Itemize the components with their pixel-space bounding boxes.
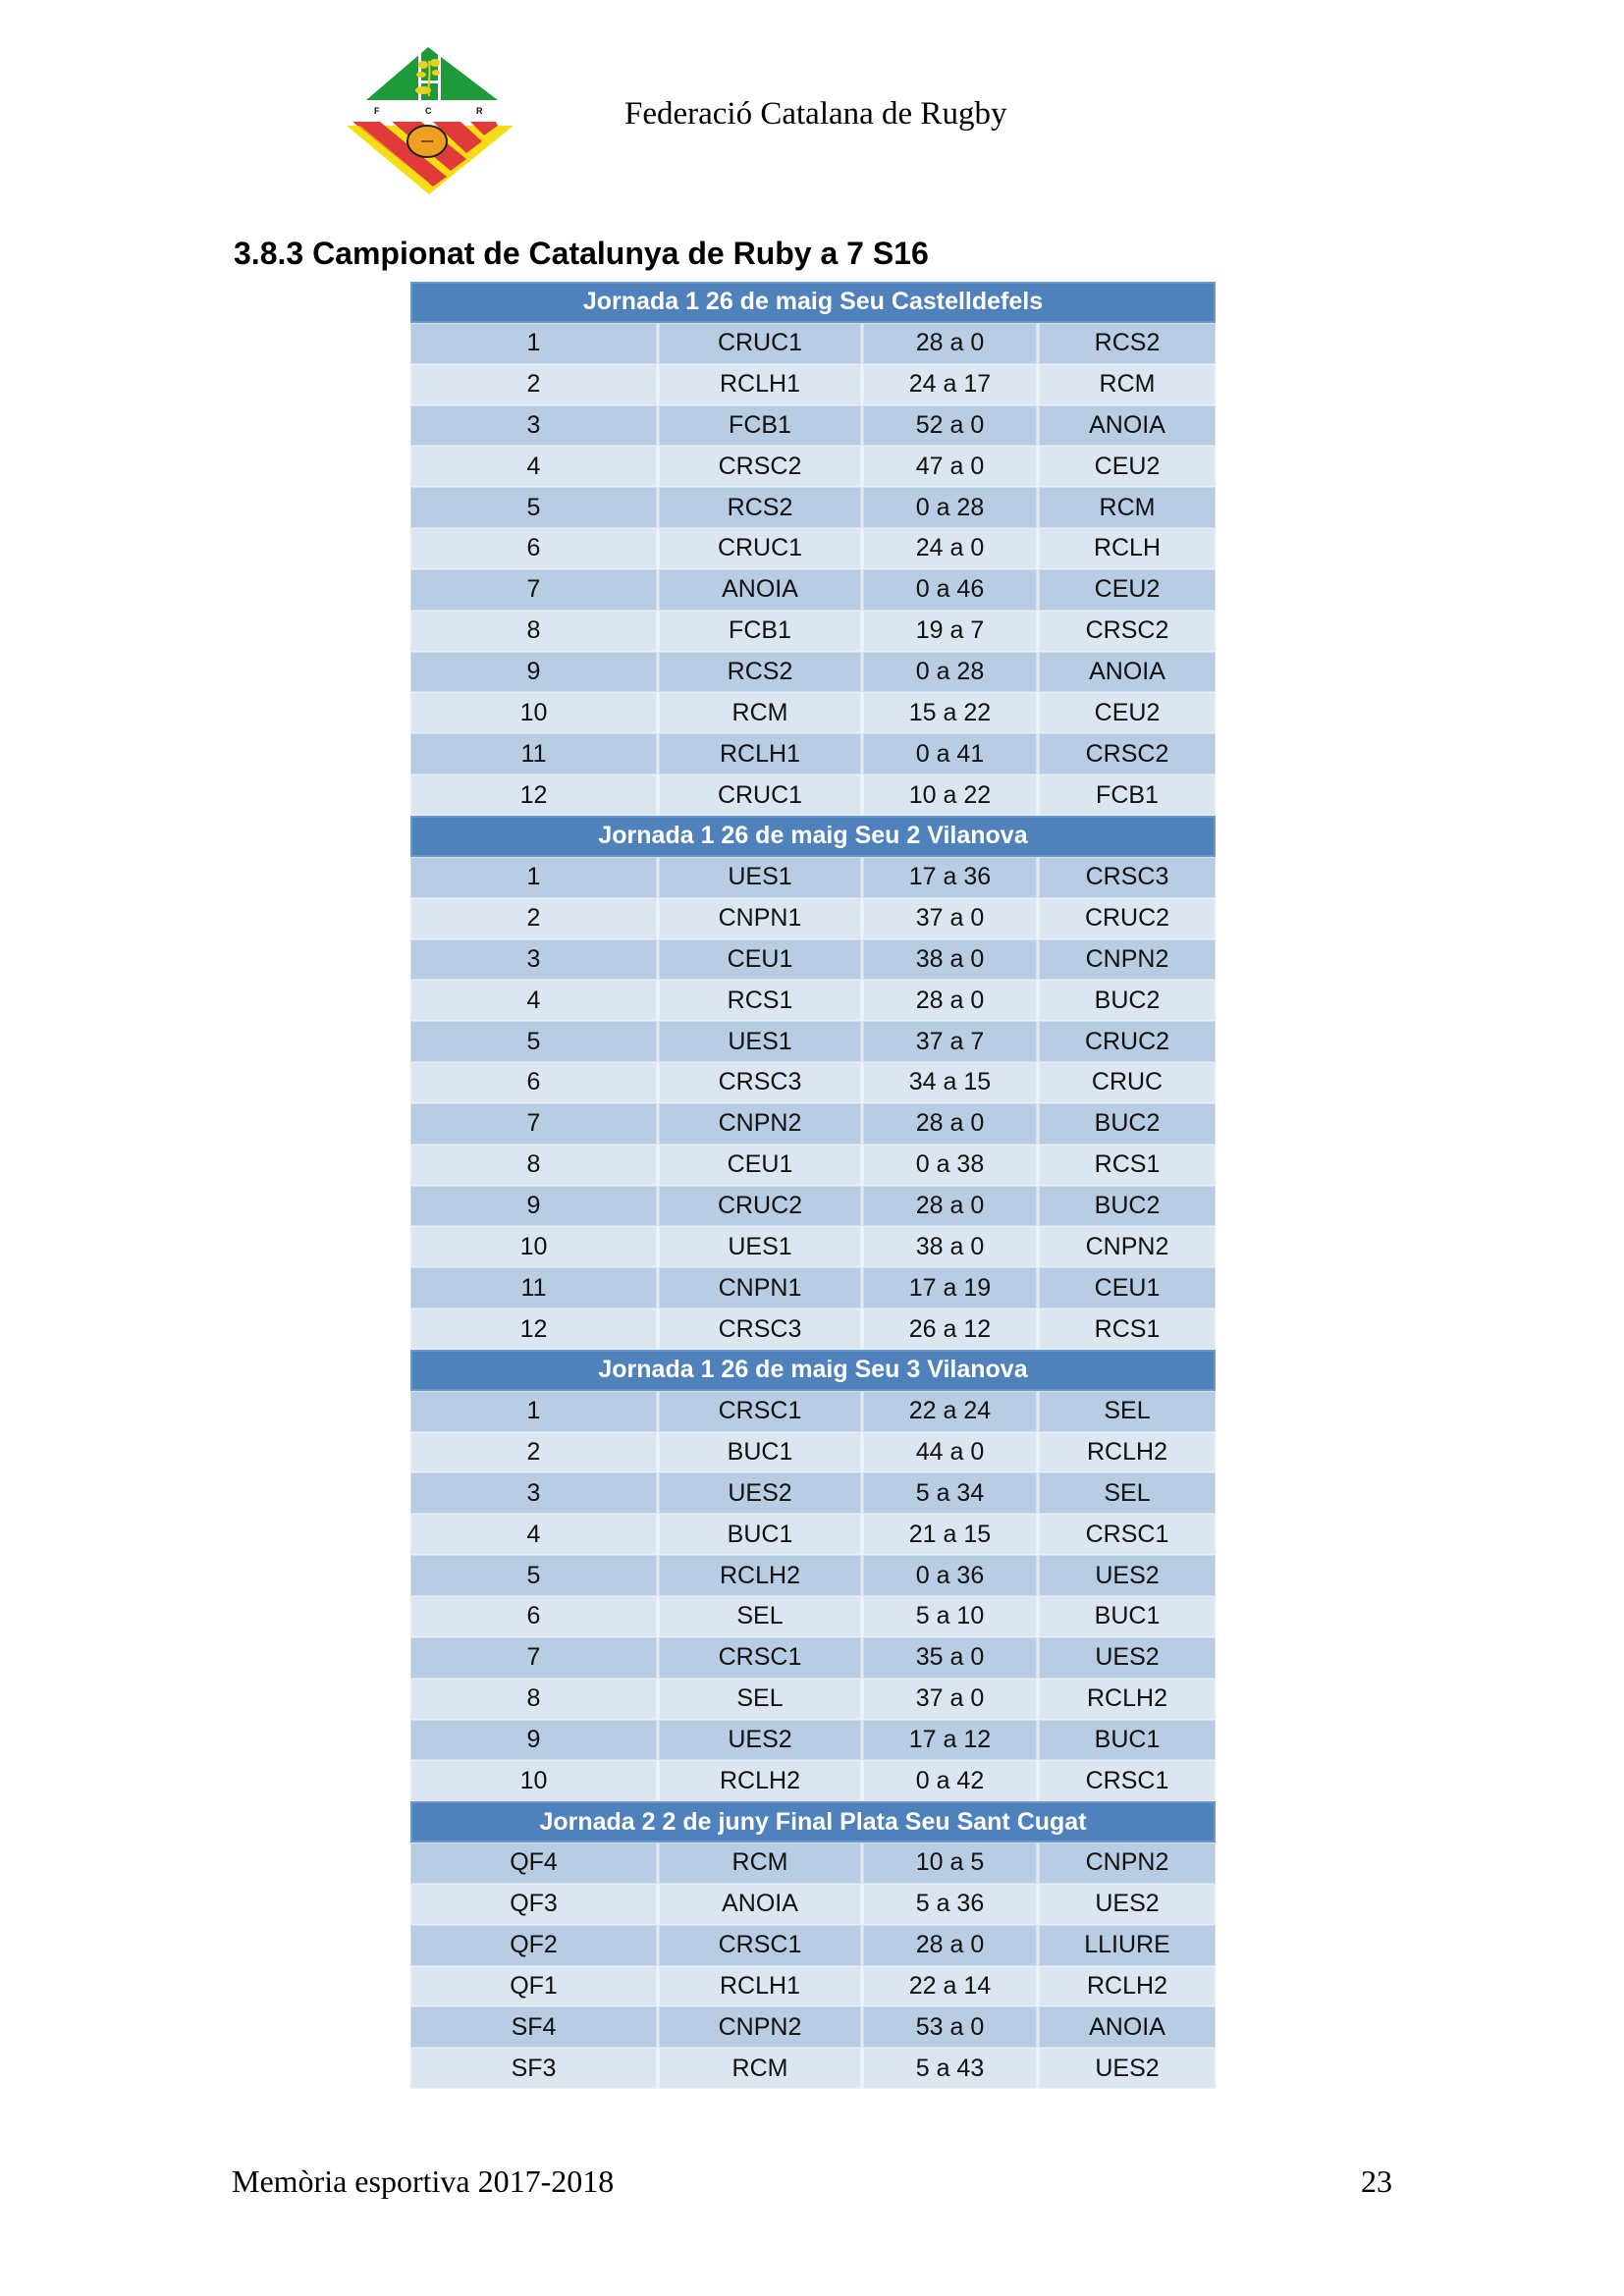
match-number: QF1 bbox=[410, 1966, 658, 2007]
match-score: 10 a 5 bbox=[862, 1842, 1038, 1884]
match-row bbox=[410, 1021, 1216, 1062]
match-score: 34 a 15 bbox=[862, 1062, 1038, 1103]
match-number: 6 bbox=[410, 528, 658, 569]
organization-name: Federació Catalana de Rugby bbox=[624, 96, 1007, 132]
match-row bbox=[410, 898, 1216, 939]
away-team: ANOIA bbox=[1038, 2006, 1216, 2048]
match-row bbox=[410, 1760, 1216, 1801]
home-team: SEL bbox=[658, 1596, 862, 1637]
match-score: 24 a 0 bbox=[862, 528, 1038, 569]
match-row bbox=[410, 1391, 1216, 1432]
home-team: RCLH2 bbox=[658, 1760, 862, 1801]
match-number: 2 bbox=[410, 898, 658, 939]
match-number: 11 bbox=[410, 1267, 658, 1308]
match-number: QF2 bbox=[410, 1925, 658, 1966]
match-score: 28 a 0 bbox=[862, 1925, 1038, 1966]
match-row bbox=[410, 1432, 1216, 1473]
match-number: 8 bbox=[410, 1145, 658, 1186]
match-row bbox=[410, 405, 1216, 447]
match-row bbox=[410, 528, 1216, 569]
away-team: RCLH2 bbox=[1038, 1432, 1216, 1473]
match-number: 11 bbox=[410, 733, 658, 774]
footer-page-number: 23 bbox=[1361, 2163, 1392, 2199]
home-team: CNPN1 bbox=[658, 898, 862, 939]
fcr-logo-icon bbox=[339, 39, 525, 201]
away-team: CRSC1 bbox=[1038, 1514, 1216, 1555]
match-score: 17 a 12 bbox=[862, 1720, 1038, 1761]
match-number: 2 bbox=[410, 1432, 658, 1473]
match-number: QF4 bbox=[410, 1842, 658, 1884]
home-team: UES1 bbox=[658, 857, 862, 898]
away-team: RCLH2 bbox=[1038, 1966, 1216, 2007]
match-number: SF4 bbox=[410, 2006, 658, 2048]
match-number: 1 bbox=[410, 323, 658, 364]
away-team: RCS2 bbox=[1038, 323, 1216, 364]
match-number: 12 bbox=[410, 774, 658, 816]
away-team: UES2 bbox=[1038, 2048, 1216, 2089]
home-team: BUC1 bbox=[658, 1432, 862, 1473]
match-number: 12 bbox=[410, 1308, 658, 1350]
away-team: CRSC3 bbox=[1038, 857, 1216, 898]
match-score: 28 a 0 bbox=[862, 1186, 1038, 1227]
away-team: SEL bbox=[1038, 1472, 1216, 1514]
match-number: 6 bbox=[410, 1062, 658, 1103]
match-score: 0 a 46 bbox=[862, 569, 1038, 611]
home-team: CRSC1 bbox=[658, 1391, 862, 1432]
away-team: CNPN2 bbox=[1038, 939, 1216, 981]
match-score: 44 a 0 bbox=[862, 1432, 1038, 1473]
away-team: CRSC2 bbox=[1038, 611, 1216, 652]
away-team: BUC2 bbox=[1038, 1186, 1216, 1227]
match-score: 53 a 0 bbox=[862, 2006, 1038, 2048]
home-team: CEU1 bbox=[658, 939, 862, 981]
home-team: FCB1 bbox=[658, 611, 862, 652]
match-row bbox=[410, 1062, 1216, 1103]
away-team: CNPN2 bbox=[1038, 1226, 1216, 1267]
match-number: 7 bbox=[410, 1103, 658, 1145]
away-team: CRSC1 bbox=[1038, 1760, 1216, 1801]
away-team: CEU2 bbox=[1038, 569, 1216, 611]
match-row bbox=[410, 1966, 1216, 2007]
match-score: 17 a 19 bbox=[862, 1267, 1038, 1308]
away-team: RCM bbox=[1038, 364, 1216, 405]
away-team: CRUC2 bbox=[1038, 1021, 1216, 1062]
match-number: 2 bbox=[410, 364, 658, 405]
match-row bbox=[410, 774, 1216, 816]
home-team: ANOIA bbox=[658, 569, 862, 611]
away-team: UES2 bbox=[1038, 1637, 1216, 1679]
home-team: CRSC3 bbox=[658, 1308, 862, 1350]
match-score: 37 a 0 bbox=[862, 1679, 1038, 1720]
home-team: SEL bbox=[658, 1679, 862, 1720]
match-row bbox=[410, 446, 1216, 487]
home-team: CRUC1 bbox=[658, 528, 862, 569]
home-team: UES2 bbox=[658, 1472, 862, 1514]
away-team: RCLH2 bbox=[1038, 1679, 1216, 1720]
match-number: 5 bbox=[410, 1555, 658, 1596]
home-team: RCM bbox=[658, 2048, 862, 2089]
match-row bbox=[410, 611, 1216, 652]
home-team: RCLH1 bbox=[658, 733, 862, 774]
match-number: 4 bbox=[410, 446, 658, 487]
home-team: BUC1 bbox=[658, 1514, 862, 1555]
results-table-body bbox=[410, 282, 1216, 2089]
match-row bbox=[410, 733, 1216, 774]
home-team: RCM bbox=[658, 692, 862, 733]
section-header: Jornada 1 26 de maig Seu 3 Vilanova bbox=[410, 1350, 1216, 1391]
section-header: Jornada 1 26 de maig Seu Castelldefels bbox=[410, 282, 1216, 323]
match-score: 5 a 43 bbox=[862, 2048, 1038, 2089]
match-score: 38 a 0 bbox=[862, 939, 1038, 981]
match-score: 19 a 7 bbox=[862, 611, 1038, 652]
match-row bbox=[410, 692, 1216, 733]
match-row bbox=[410, 1145, 1216, 1186]
match-number: 1 bbox=[410, 1391, 658, 1432]
match-row bbox=[410, 323, 1216, 364]
match-score: 26 a 12 bbox=[862, 1308, 1038, 1350]
match-score: 15 a 22 bbox=[862, 692, 1038, 733]
match-score: 28 a 0 bbox=[862, 980, 1038, 1021]
match-row bbox=[410, 1720, 1216, 1761]
section-title: 3.8.3 Campionat de Catalunya de Ruby a 7 S16 bbox=[234, 236, 929, 271]
away-team: BUC1 bbox=[1038, 1596, 1216, 1637]
match-row bbox=[410, 487, 1216, 528]
section-header-row bbox=[410, 816, 1216, 857]
home-team: UES2 bbox=[658, 1720, 862, 1761]
away-team: ANOIA bbox=[1038, 405, 1216, 447]
match-number: 6 bbox=[410, 1596, 658, 1637]
match-row bbox=[410, 1596, 1216, 1637]
match-score: 10 a 22 bbox=[862, 774, 1038, 816]
match-row bbox=[410, 939, 1216, 981]
home-team: UES1 bbox=[658, 1226, 862, 1267]
match-row bbox=[410, 1226, 1216, 1267]
fcr-logo bbox=[339, 39, 525, 201]
match-row bbox=[410, 1472, 1216, 1514]
match-row bbox=[410, 1925, 1216, 1966]
match-number: 8 bbox=[410, 611, 658, 652]
match-score: 28 a 0 bbox=[862, 323, 1038, 364]
away-team: BUC1 bbox=[1038, 1720, 1216, 1761]
match-score: 17 a 36 bbox=[862, 857, 1038, 898]
match-row bbox=[410, 1103, 1216, 1145]
match-row bbox=[410, 652, 1216, 693]
home-team: CRUC1 bbox=[658, 774, 862, 816]
away-team: RCS1 bbox=[1038, 1308, 1216, 1350]
match-number: 3 bbox=[410, 405, 658, 447]
match-score: 22 a 24 bbox=[862, 1391, 1038, 1432]
match-score: 0 a 41 bbox=[862, 733, 1038, 774]
home-team: CNPN2 bbox=[658, 2006, 862, 2048]
away-team: RCS1 bbox=[1038, 1145, 1216, 1186]
match-score: 37 a 0 bbox=[862, 898, 1038, 939]
match-score: 24 a 17 bbox=[862, 364, 1038, 405]
home-team: RCS2 bbox=[658, 652, 862, 693]
logo-letter-r: R bbox=[476, 106, 483, 116]
away-team: CEU1 bbox=[1038, 1267, 1216, 1308]
match-number: 1 bbox=[410, 857, 658, 898]
match-number: 3 bbox=[410, 939, 658, 981]
home-team: CRSC2 bbox=[658, 446, 862, 487]
away-team: LLIURE bbox=[1038, 1925, 1216, 1966]
home-team: CNPN2 bbox=[658, 1103, 862, 1145]
away-team: CRUC2 bbox=[1038, 898, 1216, 939]
match-row bbox=[410, 1679, 1216, 1720]
home-team: RCLH1 bbox=[658, 1966, 862, 2007]
away-team: UES2 bbox=[1038, 1884, 1216, 1925]
home-team: RCS1 bbox=[658, 980, 862, 1021]
match-number: 9 bbox=[410, 1186, 658, 1227]
away-team: CRSC2 bbox=[1038, 733, 1216, 774]
home-team: ANOIA bbox=[658, 1884, 862, 1925]
footer-document-name: Memòria esportiva 2017-2018 bbox=[232, 2163, 615, 2199]
home-team: CRSC1 bbox=[658, 1925, 862, 1966]
match-score: 28 a 0 bbox=[862, 1103, 1038, 1145]
home-team: CRSC1 bbox=[658, 1637, 862, 1679]
home-team: CRSC3 bbox=[658, 1062, 862, 1103]
match-number: 9 bbox=[410, 1720, 658, 1761]
match-row bbox=[410, 1637, 1216, 1679]
match-score: 47 a 0 bbox=[862, 446, 1038, 487]
match-row bbox=[410, 857, 1216, 898]
match-score: 0 a 36 bbox=[862, 1555, 1038, 1596]
home-team: CNPN1 bbox=[658, 1267, 862, 1308]
away-team: CNPN2 bbox=[1038, 1842, 1216, 1884]
match-score: 21 a 15 bbox=[862, 1514, 1038, 1555]
match-score: 5 a 10 bbox=[862, 1596, 1038, 1637]
away-team: BUC2 bbox=[1038, 980, 1216, 1021]
home-team: FCB1 bbox=[658, 405, 862, 447]
away-team: CRUC bbox=[1038, 1062, 1216, 1103]
home-team: RCS2 bbox=[658, 487, 862, 528]
home-team: CEU1 bbox=[658, 1145, 862, 1186]
section-header-row bbox=[410, 1801, 1216, 1842]
match-row bbox=[410, 1514, 1216, 1555]
match-score: 0 a 28 bbox=[862, 652, 1038, 693]
match-number: 3 bbox=[410, 1472, 658, 1514]
match-row bbox=[410, 1308, 1216, 1350]
section-header-row bbox=[410, 282, 1216, 323]
results-table bbox=[410, 282, 1216, 2089]
logo-letter-f: F bbox=[374, 106, 380, 116]
match-number: SF3 bbox=[410, 2048, 658, 2089]
match-number: 5 bbox=[410, 1021, 658, 1062]
match-row bbox=[410, 1186, 1216, 1227]
away-team: BUC2 bbox=[1038, 1103, 1216, 1145]
match-row bbox=[410, 1842, 1216, 1884]
logo-letter-c: C bbox=[425, 106, 432, 116]
match-number: 8 bbox=[410, 1679, 658, 1720]
match-row bbox=[410, 1884, 1216, 1925]
match-score: 52 a 0 bbox=[862, 405, 1038, 447]
match-score: 38 a 0 bbox=[862, 1226, 1038, 1267]
match-row bbox=[410, 569, 1216, 611]
away-team: FCB1 bbox=[1038, 774, 1216, 816]
match-score: 22 a 14 bbox=[862, 1966, 1038, 2007]
match-number: 9 bbox=[410, 652, 658, 693]
section-header-row bbox=[410, 1350, 1216, 1391]
match-score: 0 a 42 bbox=[862, 1760, 1038, 1801]
match-row bbox=[410, 364, 1216, 405]
match-number: 4 bbox=[410, 980, 658, 1021]
match-score: 0 a 28 bbox=[862, 487, 1038, 528]
match-row bbox=[410, 980, 1216, 1021]
away-team: SEL bbox=[1038, 1391, 1216, 1432]
match-number: 10 bbox=[410, 1760, 658, 1801]
home-team: CRUC2 bbox=[658, 1186, 862, 1227]
away-team: CEU2 bbox=[1038, 692, 1216, 733]
match-number: QF3 bbox=[410, 1884, 658, 1925]
home-team: RCLH2 bbox=[658, 1555, 862, 1596]
match-number: 7 bbox=[410, 1637, 658, 1679]
home-team: RCM bbox=[658, 1842, 862, 1884]
logo-green-triangle bbox=[366, 47, 498, 100]
match-score: 37 a 7 bbox=[862, 1021, 1038, 1062]
away-team: RCLH bbox=[1038, 528, 1216, 569]
match-score: 5 a 34 bbox=[862, 1472, 1038, 1514]
match-row bbox=[410, 1555, 1216, 1596]
away-team: RCM bbox=[1038, 487, 1216, 528]
match-number: 10 bbox=[410, 692, 658, 733]
match-row bbox=[410, 2006, 1216, 2048]
match-score: 35 a 0 bbox=[862, 1637, 1038, 1679]
match-number: 5 bbox=[410, 487, 658, 528]
away-team: UES2 bbox=[1038, 1555, 1216, 1596]
home-team: UES1 bbox=[658, 1021, 862, 1062]
match-number: 7 bbox=[410, 569, 658, 611]
match-row bbox=[410, 2048, 1216, 2089]
match-score: 0 a 38 bbox=[862, 1145, 1038, 1186]
section-header: Jornada 1 26 de maig Seu 2 Vilanova bbox=[410, 816, 1216, 857]
home-team: RCLH1 bbox=[658, 364, 862, 405]
match-row bbox=[410, 1267, 1216, 1308]
away-team: CEU2 bbox=[1038, 446, 1216, 487]
match-number: 4 bbox=[410, 1514, 658, 1555]
section-header: Jornada 2 2 de juny Final Plata Seu Sant Cugat bbox=[410, 1801, 1216, 1842]
away-team: ANOIA bbox=[1038, 652, 1216, 693]
match-score: 5 a 36 bbox=[862, 1884, 1038, 1925]
home-team: CRUC1 bbox=[658, 323, 862, 364]
match-number: 10 bbox=[410, 1226, 658, 1267]
